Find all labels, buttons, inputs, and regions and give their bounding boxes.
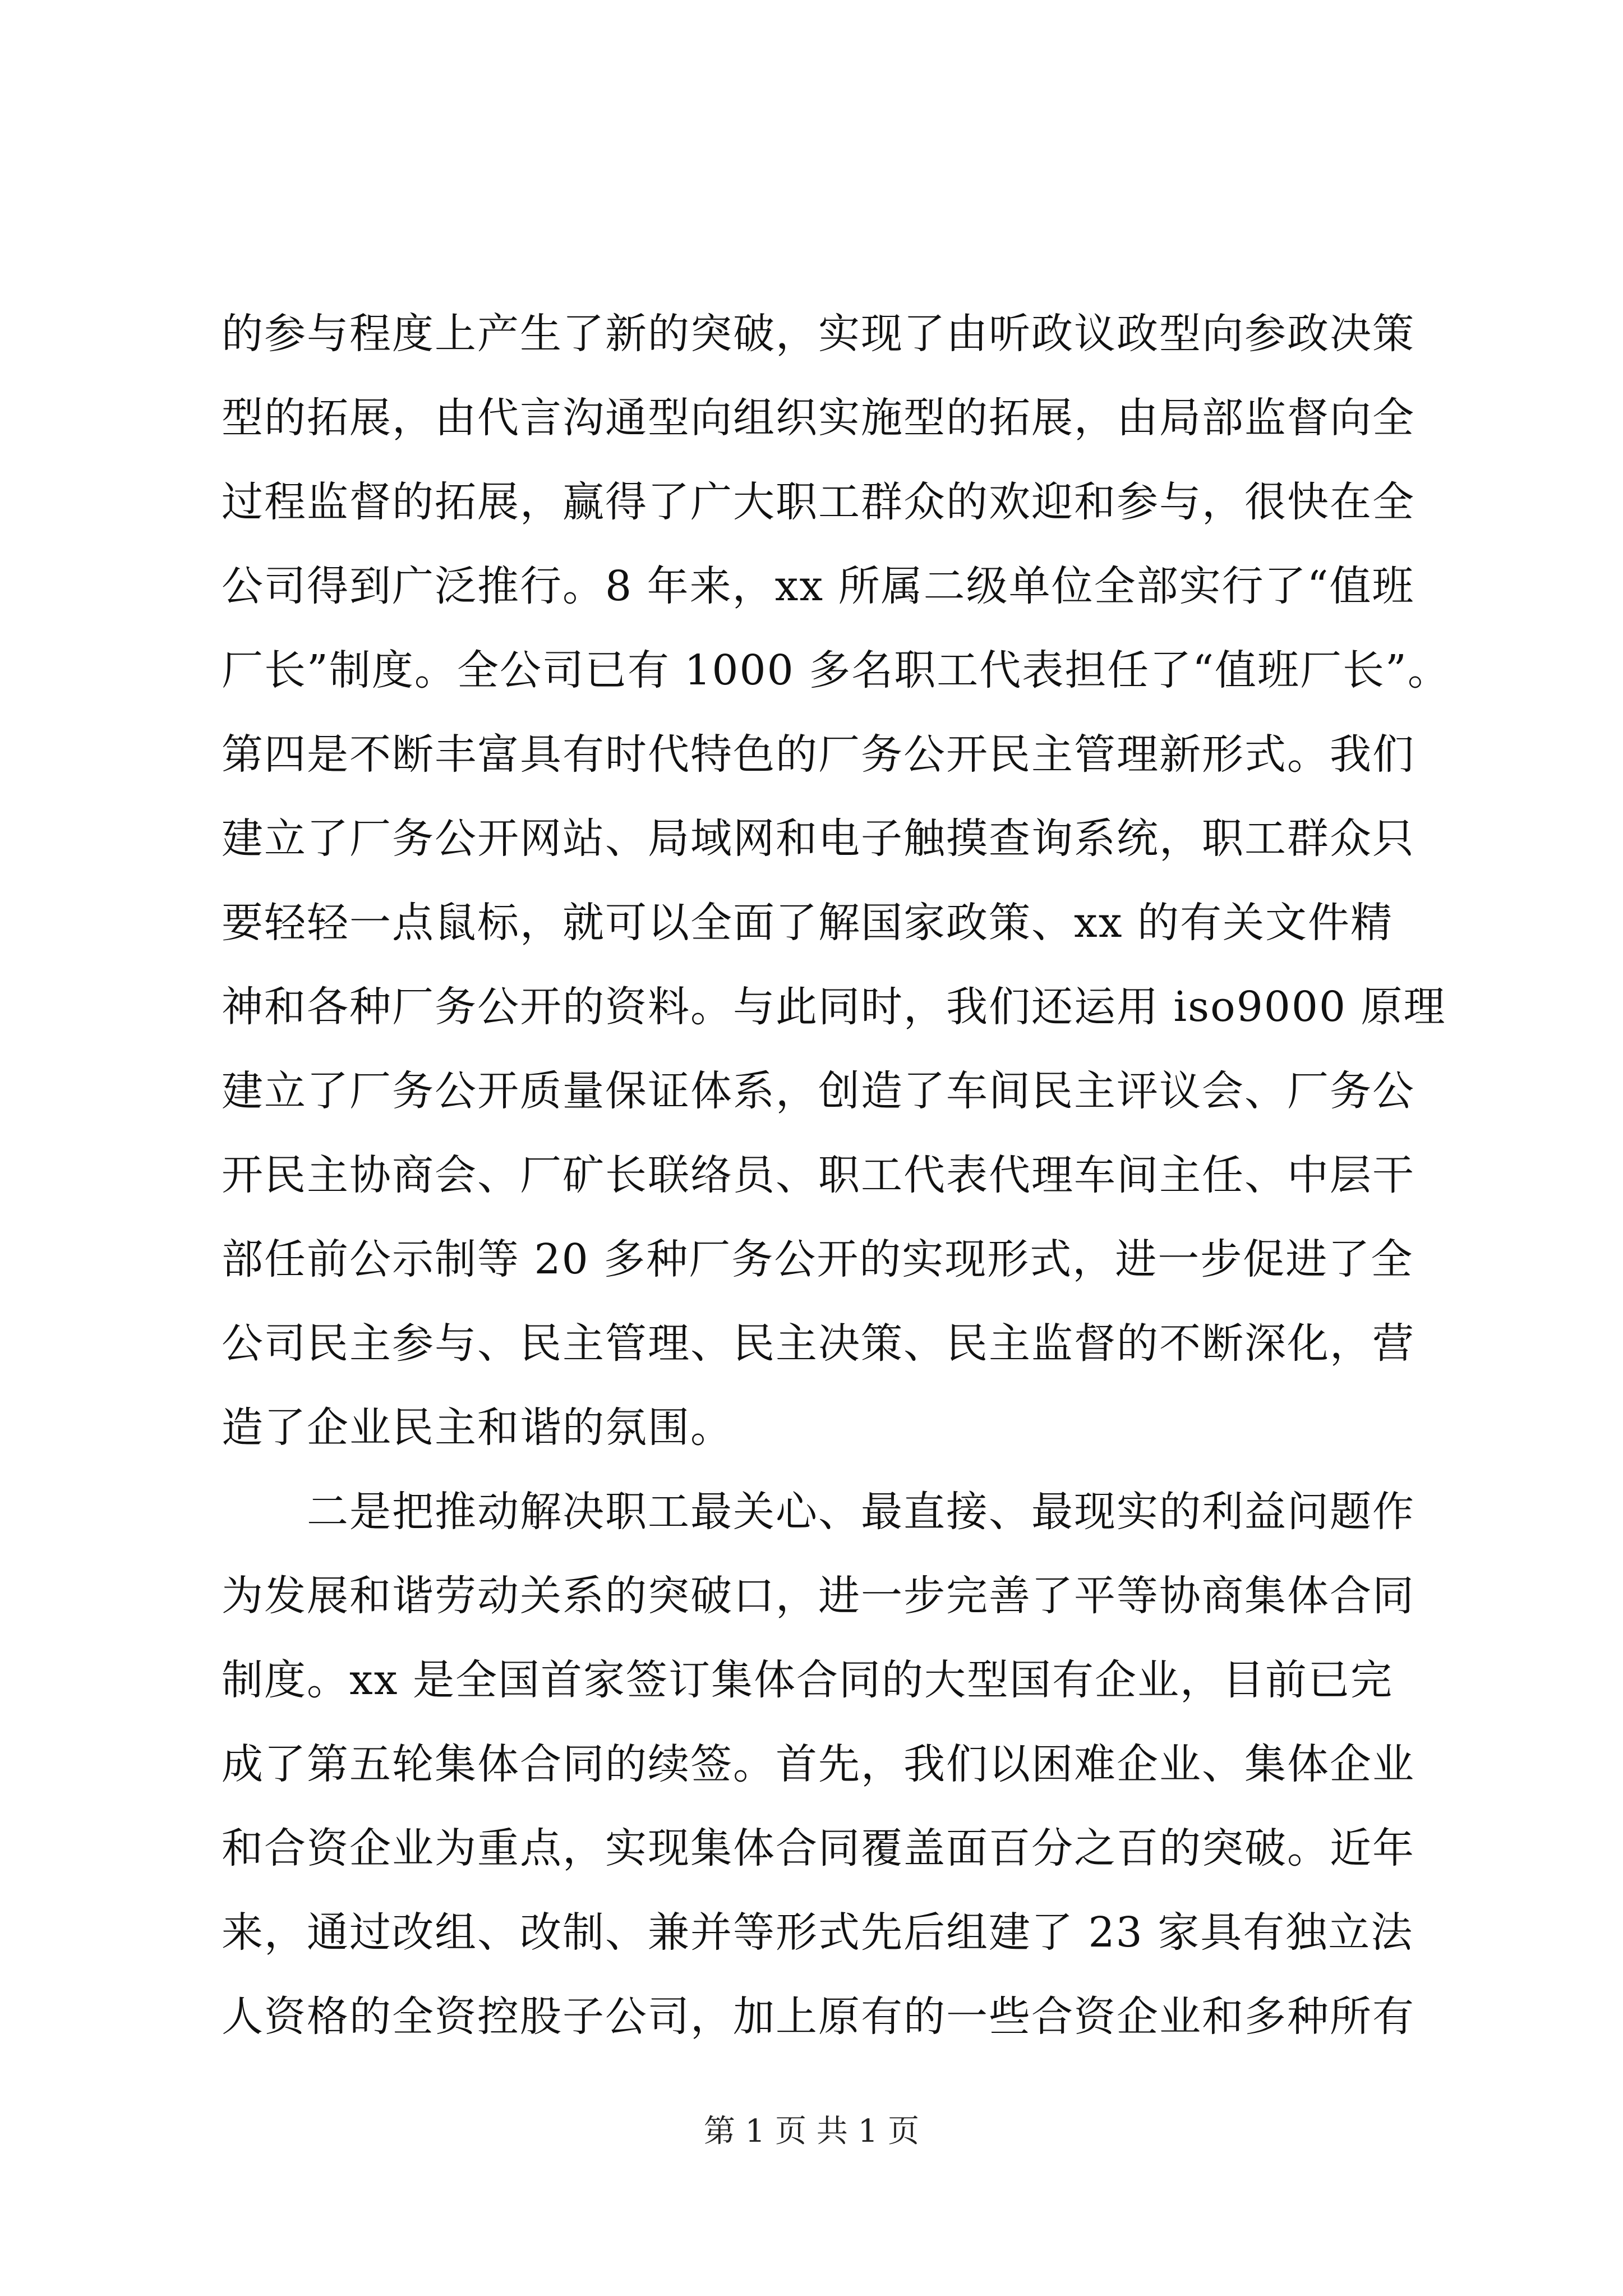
page-number-label: 第 1 页 共 1 页 xyxy=(703,2113,920,2150)
text-line: 公司得到广泛推行。8 年来，xx 所属二级单位全部实行了“值班 xyxy=(222,562,1415,610)
text-line: 部任前公示制等 20 多种厂务公开的实现形式，进一步促进了全 xyxy=(222,1235,1414,1283)
text-line: 和合资企业为重点，实现集体合同覆盖面百分之百的突破。近年 xyxy=(222,1824,1415,1872)
text-line: 厂长”制度。全公司已有 1000 多名职工代表担任了“值班厂长”。 xyxy=(222,646,1450,694)
text-line: 公司民主参与、民主管理、民主决策、民主监督的不断深化，营 xyxy=(222,1319,1415,1368)
text-line: 的参与程度上产生了新的突破，实现了由听政议政型向参政决策 xyxy=(222,310,1415,358)
text-line: 造了企业民主和谐的氛围。 xyxy=(222,1404,733,1452)
page-footer xyxy=(0,2109,1623,2154)
document-body xyxy=(222,292,1450,2059)
text-line: 为发展和谐劳动关系的突破口，进一步完善了平等协商集体合同 xyxy=(222,1572,1415,1620)
text-line: 要轻轻一点鼠标，就可以全面了解国家政策、xx 的有关文件精 xyxy=(222,899,1393,947)
paragraph-first-line: 二是把推动解决职工最关心、最直接、最现实的利益问题作 xyxy=(307,1488,1415,1536)
text-line: 人资格的全资控股子公司，加上原有的一些合资企业和多种所有 xyxy=(222,1993,1415,2041)
text-line: 来，通过改组、改制、兼并等形式先后组建了 23 家具有独立法 xyxy=(222,1908,1414,1957)
text-line: 建立了厂务公开质量保证体系，创造了车间民主评议会、厂务公 xyxy=(222,1067,1415,1115)
text-line: 制度。xx 是全国首家签订集体合同的大型国有企业，目前已完 xyxy=(222,1656,1393,1704)
text-line: 第四是不断丰富具有时代特色的厂务公开民主管理新形式。我们 xyxy=(222,730,1415,779)
text-line: 过程监督的拓展，赢得了广大职工群众的欢迎和参与，很快在全 xyxy=(222,478,1415,526)
text-line: 型的拓展，由代言沟通型向组织实施型的拓展，由局部监督向全 xyxy=(222,394,1415,442)
text-line: 建立了厂务公开网站、局域网和电子触摸查询系统，职工群众只 xyxy=(222,815,1415,863)
text-line: 成了第五轮集体合同的续签。首先，我们以困难企业、集体企业 xyxy=(222,1740,1415,1788)
text-line: 开民主协商会、厂矿长联络员、职工代表代理车间主任、中层干 xyxy=(222,1151,1415,1199)
text-line: 神和各种厂务公开的资料。与此同时，我们还运用 iso9000 原理 xyxy=(222,983,1446,1031)
